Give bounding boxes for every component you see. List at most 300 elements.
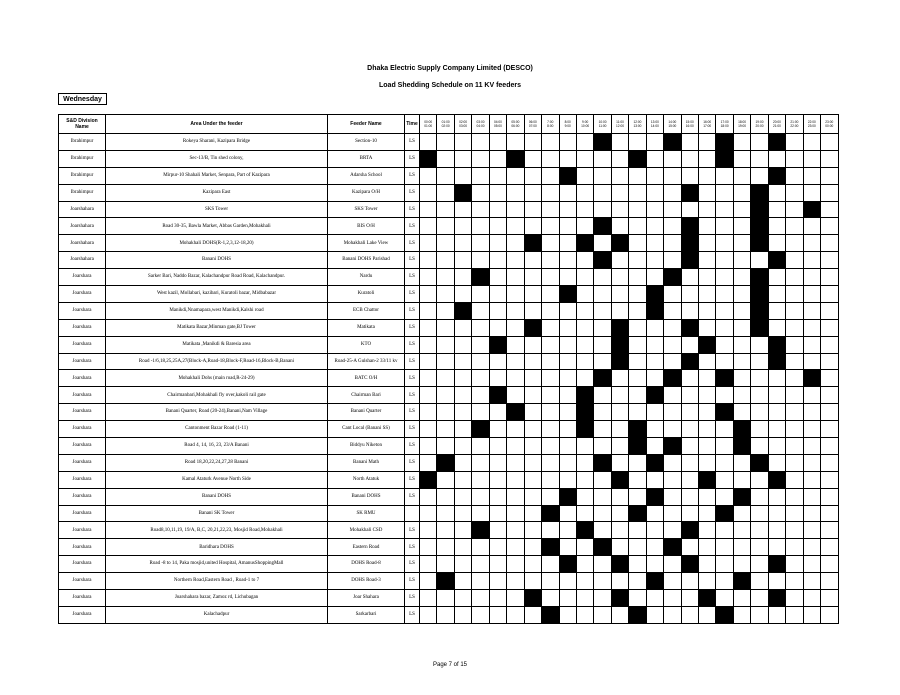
slot-cell	[542, 269, 559, 286]
slot-cell	[751, 353, 768, 370]
slot-cell	[576, 471, 593, 488]
slot-cell	[489, 404, 506, 421]
slot-cell	[559, 454, 576, 471]
time-slot-from: 7:00	[547, 120, 554, 124]
slot-cell	[803, 438, 820, 455]
time-slot-from: 12:00	[633, 120, 642, 124]
shed-slot-cell	[768, 336, 785, 353]
shed-slot-cell	[681, 235, 698, 252]
slot-cell	[594, 319, 611, 336]
division-cell: Joarshahara	[59, 235, 106, 252]
shed-slot-cell	[524, 590, 541, 607]
shed-slot-cell	[699, 471, 716, 488]
time-slot-to: 18:00	[720, 124, 729, 128]
slot-cell	[420, 438, 437, 455]
slot-cell	[751, 167, 768, 184]
slot-cell	[786, 286, 803, 303]
slot-cell	[420, 167, 437, 184]
slot-cell	[489, 590, 506, 607]
time-slot-header	[664, 115, 681, 134]
time-slot-to: 07:00	[528, 124, 537, 128]
slot-cell	[768, 573, 785, 590]
slot-cell	[733, 302, 750, 319]
feeder-cell: DOHS Road-8	[328, 556, 405, 573]
slot-cell	[681, 201, 698, 218]
slot-cell	[768, 488, 785, 505]
slot-cell	[454, 370, 471, 387]
shed-slot-cell	[420, 471, 437, 488]
time-slot-from: 14:00	[668, 120, 677, 124]
shed-slot-cell	[768, 353, 785, 370]
feeder-cell: Banani Math	[328, 454, 405, 471]
area-cell: Baridhara DOHS	[106, 539, 328, 556]
time-slot-from: 15:00	[685, 120, 694, 124]
slot-cell	[524, 336, 541, 353]
slot-cell	[629, 134, 646, 151]
slot-cell	[699, 167, 716, 184]
table-row	[59, 319, 839, 336]
slot-cell	[751, 404, 768, 421]
time-slot-from: 04:00	[493, 120, 502, 124]
shed-slot-cell	[751, 319, 768, 336]
slot-cell	[664, 590, 681, 607]
slot-cell	[507, 319, 524, 336]
slot-cell	[611, 505, 628, 522]
slot-cell	[768, 201, 785, 218]
division-cell: Joarshara	[59, 302, 106, 319]
slot-cell	[454, 150, 471, 167]
slot-cell	[646, 539, 663, 556]
slot-cell	[489, 302, 506, 319]
slot-cell	[733, 184, 750, 201]
slot-cell	[507, 421, 524, 438]
slot-cell	[576, 353, 593, 370]
time-slot-header	[733, 115, 750, 134]
slot-cell	[420, 218, 437, 235]
slot-cell	[699, 421, 716, 438]
time-cell: LS	[405, 539, 420, 556]
slot-cell	[576, 336, 593, 353]
slot-cell	[437, 556, 454, 573]
slot-cell	[559, 471, 576, 488]
slot-cell	[454, 353, 471, 370]
area-cell: Rokeya Sharani, Kazipara Bridge	[106, 134, 328, 151]
slot-cell	[646, 167, 663, 184]
slot-cell	[507, 286, 524, 303]
slot-cell	[437, 252, 454, 269]
shed-slot-cell	[681, 522, 698, 539]
slot-cell	[576, 269, 593, 286]
slot-cell	[611, 438, 628, 455]
slot-cell	[559, 134, 576, 151]
slot-cell	[803, 488, 820, 505]
slot-cell	[664, 556, 681, 573]
slot-cell	[768, 522, 785, 539]
shed-slot-cell	[576, 235, 593, 252]
slot-cell	[733, 134, 750, 151]
slot-cell	[594, 184, 611, 201]
slot-cell	[664, 184, 681, 201]
slot-cell	[507, 184, 524, 201]
slot-cell	[751, 556, 768, 573]
slot-cell	[542, 134, 559, 151]
shed-slot-cell	[559, 167, 576, 184]
slot-cell	[821, 218, 838, 235]
slot-cell	[594, 150, 611, 167]
slot-cell	[420, 336, 437, 353]
slot-cell	[681, 404, 698, 421]
slot-cell	[472, 370, 489, 387]
slot-cell	[489, 421, 506, 438]
shed-slot-cell	[542, 505, 559, 522]
slot-cell	[803, 573, 820, 590]
division-cell: Joarshahara	[59, 201, 106, 218]
slot-cell	[542, 302, 559, 319]
slot-cell	[716, 556, 733, 573]
slot-cell	[716, 235, 733, 252]
slot-cell	[507, 471, 524, 488]
area-cell: Banani DOHS	[106, 252, 328, 269]
shed-slot-cell	[489, 336, 506, 353]
area-cell: Road 30-35, Bawla Market, Abbas Garden,Mohakhali	[106, 218, 328, 235]
slot-cell	[454, 252, 471, 269]
feeder-cell: BRTA	[328, 150, 405, 167]
slot-cell	[420, 505, 437, 522]
slot-cell	[507, 539, 524, 556]
slot-cell	[472, 471, 489, 488]
slot-cell	[629, 235, 646, 252]
slot-cell	[472, 235, 489, 252]
slot-cell	[716, 269, 733, 286]
time-cell: LS	[405, 387, 420, 404]
slot-cell	[507, 505, 524, 522]
slot-cell	[821, 505, 838, 522]
shed-slot-cell	[733, 421, 750, 438]
slot-cell	[524, 184, 541, 201]
time-slot-header	[437, 115, 454, 134]
slot-cell	[786, 235, 803, 252]
slot-cell	[629, 302, 646, 319]
slot-cell	[664, 302, 681, 319]
slot-cell	[507, 252, 524, 269]
slot-cell	[489, 454, 506, 471]
slot-cell	[786, 353, 803, 370]
slot-cell	[611, 150, 628, 167]
area-cell: Sarker Bari, Naddo Bazar, Kalachandpur Road Road, Kalachandpur.	[106, 269, 328, 286]
time-slot-from: 00:00	[424, 120, 433, 124]
slot-cell	[786, 438, 803, 455]
time-slot-header	[524, 115, 541, 134]
time-slot-to: 19:00	[738, 124, 747, 128]
slot-cell	[524, 505, 541, 522]
slot-cell	[507, 302, 524, 319]
slot-cell	[542, 387, 559, 404]
time-slot-from: 19:00	[755, 120, 764, 124]
slot-cell	[611, 370, 628, 387]
time-cell: LS	[405, 353, 420, 370]
slot-cell	[664, 235, 681, 252]
slot-cell	[786, 590, 803, 607]
slot-cell	[821, 488, 838, 505]
slot-cell	[733, 522, 750, 539]
area-cell: Kazipara East	[106, 184, 328, 201]
slot-cell	[454, 573, 471, 590]
slot-cell	[437, 167, 454, 184]
area-cell: Chairmanbari,Mohakhali fly over,kakoli rail gate	[106, 387, 328, 404]
slot-cell	[454, 269, 471, 286]
shed-slot-cell	[472, 269, 489, 286]
slot-cell	[629, 573, 646, 590]
slot-cell	[472, 539, 489, 556]
slot-cell	[699, 252, 716, 269]
slot-cell	[768, 404, 785, 421]
slot-cell	[681, 286, 698, 303]
table-row	[59, 556, 839, 573]
slot-cell	[454, 539, 471, 556]
shed-slot-cell	[559, 556, 576, 573]
slot-cell	[594, 590, 611, 607]
shed-slot-cell	[751, 286, 768, 303]
slot-cell	[629, 471, 646, 488]
slot-cell	[594, 404, 611, 421]
slot-cell	[768, 421, 785, 438]
slot-cell	[594, 302, 611, 319]
slot-cell	[664, 286, 681, 303]
feeder-cell: Road-25-A Gulshan-2 33/11 kv	[328, 353, 405, 370]
slot-cell	[524, 522, 541, 539]
slot-cell	[646, 252, 663, 269]
table-row	[59, 286, 839, 303]
slot-cell	[454, 235, 471, 252]
slot-cell	[542, 573, 559, 590]
slot-cell	[437, 471, 454, 488]
slot-cell	[542, 353, 559, 370]
shed-slot-cell	[524, 319, 541, 336]
slot-cell	[733, 404, 750, 421]
slot-cell	[821, 438, 838, 455]
shed-slot-cell	[681, 556, 698, 573]
table-row	[59, 421, 839, 438]
slot-cell	[664, 150, 681, 167]
slot-cell	[786, 505, 803, 522]
slot-cell	[437, 387, 454, 404]
time-slot-header	[594, 115, 611, 134]
slot-cell	[454, 488, 471, 505]
slot-cell	[489, 218, 506, 235]
shed-slot-cell	[542, 539, 559, 556]
slot-cell	[803, 319, 820, 336]
slot-cell	[786, 454, 803, 471]
time-slot-header	[646, 115, 663, 134]
slot-cell	[472, 556, 489, 573]
slot-cell	[699, 184, 716, 201]
time-cell: LS	[405, 286, 420, 303]
slot-cell	[611, 302, 628, 319]
shed-slot-cell	[681, 319, 698, 336]
slot-cell	[420, 404, 437, 421]
slot-cell	[646, 150, 663, 167]
slot-cell	[472, 150, 489, 167]
slot-cell	[454, 336, 471, 353]
slot-cell	[768, 606, 785, 623]
time-slot-to: 10:00	[581, 124, 590, 128]
feeder-cell: SKS Tower	[328, 201, 405, 218]
slot-cell	[681, 438, 698, 455]
slot-cell	[594, 201, 611, 218]
slot-cell	[542, 421, 559, 438]
slot-cell	[699, 556, 716, 573]
slot-cell	[733, 252, 750, 269]
schedule-table	[58, 114, 839, 624]
slot-cell	[646, 471, 663, 488]
time-slot-to: 01:00	[424, 124, 433, 128]
slot-cell	[629, 488, 646, 505]
slot-cell	[489, 235, 506, 252]
slot-cell	[646, 438, 663, 455]
slot-cell	[454, 286, 471, 303]
shed-slot-cell	[733, 438, 750, 455]
feeder-cell: Eastern Road	[328, 539, 405, 556]
slot-cell	[489, 573, 506, 590]
slot-cell	[524, 134, 541, 151]
slot-cell	[664, 319, 681, 336]
slot-cell	[821, 522, 838, 539]
slot-cell	[454, 471, 471, 488]
slot-cell	[664, 167, 681, 184]
slot-cell	[437, 539, 454, 556]
table-row	[59, 184, 839, 201]
slot-cell	[768, 370, 785, 387]
slot-cell	[751, 387, 768, 404]
slot-cell	[437, 134, 454, 151]
slot-cell	[768, 539, 785, 556]
table-row	[59, 302, 839, 319]
slot-cell	[629, 353, 646, 370]
table-row	[59, 606, 839, 623]
slot-cell	[733, 269, 750, 286]
slot-cell	[524, 150, 541, 167]
slot-cell	[681, 590, 698, 607]
slot-cell	[821, 590, 838, 607]
shed-slot-cell	[507, 150, 524, 167]
time-slot-to: 00:00	[825, 124, 834, 128]
slot-cell	[681, 471, 698, 488]
slot-cell	[420, 539, 437, 556]
feeder-cell: Section-10	[328, 134, 405, 151]
slot-cell	[803, 471, 820, 488]
slot-cell	[699, 573, 716, 590]
slot-cell	[507, 134, 524, 151]
division-cell: Joarshara	[59, 319, 106, 336]
time-slot-from: 03:00	[476, 120, 485, 124]
shed-slot-cell	[716, 370, 733, 387]
slot-cell	[611, 134, 628, 151]
slot-cell	[786, 184, 803, 201]
slot-cell	[576, 539, 593, 556]
slot-cell	[489, 606, 506, 623]
slot-cell	[594, 488, 611, 505]
slot-cell	[576, 184, 593, 201]
time-slot-to: 20:00	[755, 124, 764, 128]
slot-cell	[751, 252, 768, 269]
slot-cell	[420, 269, 437, 286]
time-slot-from: 21:00	[790, 120, 799, 124]
feeder-cell: ECB Chattor	[328, 302, 405, 319]
slot-cell	[437, 522, 454, 539]
time-slot-to: 14:00	[650, 124, 659, 128]
slot-cell	[716, 573, 733, 590]
slot-cell	[507, 269, 524, 286]
slot-cell	[646, 235, 663, 252]
slot-cell	[733, 218, 750, 235]
shed-slot-cell	[594, 370, 611, 387]
slot-cell	[699, 454, 716, 471]
slot-cell	[611, 387, 628, 404]
slot-cell	[437, 150, 454, 167]
slot-cell	[524, 573, 541, 590]
shed-slot-cell	[611, 336, 628, 353]
slot-cell	[821, 167, 838, 184]
slot-cell	[489, 184, 506, 201]
slot-cell	[699, 286, 716, 303]
time-cell: LS	[405, 438, 420, 455]
feeder-cell: Joar Shahara	[328, 590, 405, 607]
slot-cell	[821, 471, 838, 488]
shed-slot-cell	[699, 590, 716, 607]
slot-cell	[751, 488, 768, 505]
shed-slot-cell	[664, 269, 681, 286]
slot-cell	[716, 387, 733, 404]
slot-cell	[454, 319, 471, 336]
slot-cell	[611, 454, 628, 471]
table-row	[59, 201, 839, 218]
slot-cell	[420, 556, 437, 573]
slot-cell	[699, 488, 716, 505]
slot-cell	[821, 302, 838, 319]
slot-cell	[489, 269, 506, 286]
slot-cell	[664, 353, 681, 370]
area-cell: Mirpur-10 Shahali Market, Senpara, Part of Kazipara	[106, 167, 328, 184]
time-cell: LS	[405, 150, 420, 167]
slot-cell	[716, 184, 733, 201]
slot-cell	[594, 573, 611, 590]
slot-cell	[420, 606, 437, 623]
slot-cell	[646, 556, 663, 573]
shed-slot-cell	[716, 150, 733, 167]
slot-cell	[821, 454, 838, 471]
slot-cell	[733, 235, 750, 252]
slot-cell	[542, 590, 559, 607]
slot-cell	[542, 488, 559, 505]
slot-cell	[542, 218, 559, 235]
slot-cell	[489, 505, 506, 522]
slot-cell	[507, 438, 524, 455]
slot-cell	[629, 454, 646, 471]
time-slot-from: 9:00	[582, 120, 589, 124]
slot-cell	[472, 573, 489, 590]
slot-cell	[786, 319, 803, 336]
table-row	[59, 167, 839, 184]
slot-cell	[542, 438, 559, 455]
area-cell: Matikata ,Manikdi & Baresia area	[106, 336, 328, 353]
time-cell: LS	[405, 471, 420, 488]
slot-cell	[437, 404, 454, 421]
slot-cell	[664, 421, 681, 438]
shed-slot-cell	[576, 404, 593, 421]
shed-slot-cell	[629, 606, 646, 623]
slot-cell	[542, 454, 559, 471]
slot-cell	[594, 556, 611, 573]
